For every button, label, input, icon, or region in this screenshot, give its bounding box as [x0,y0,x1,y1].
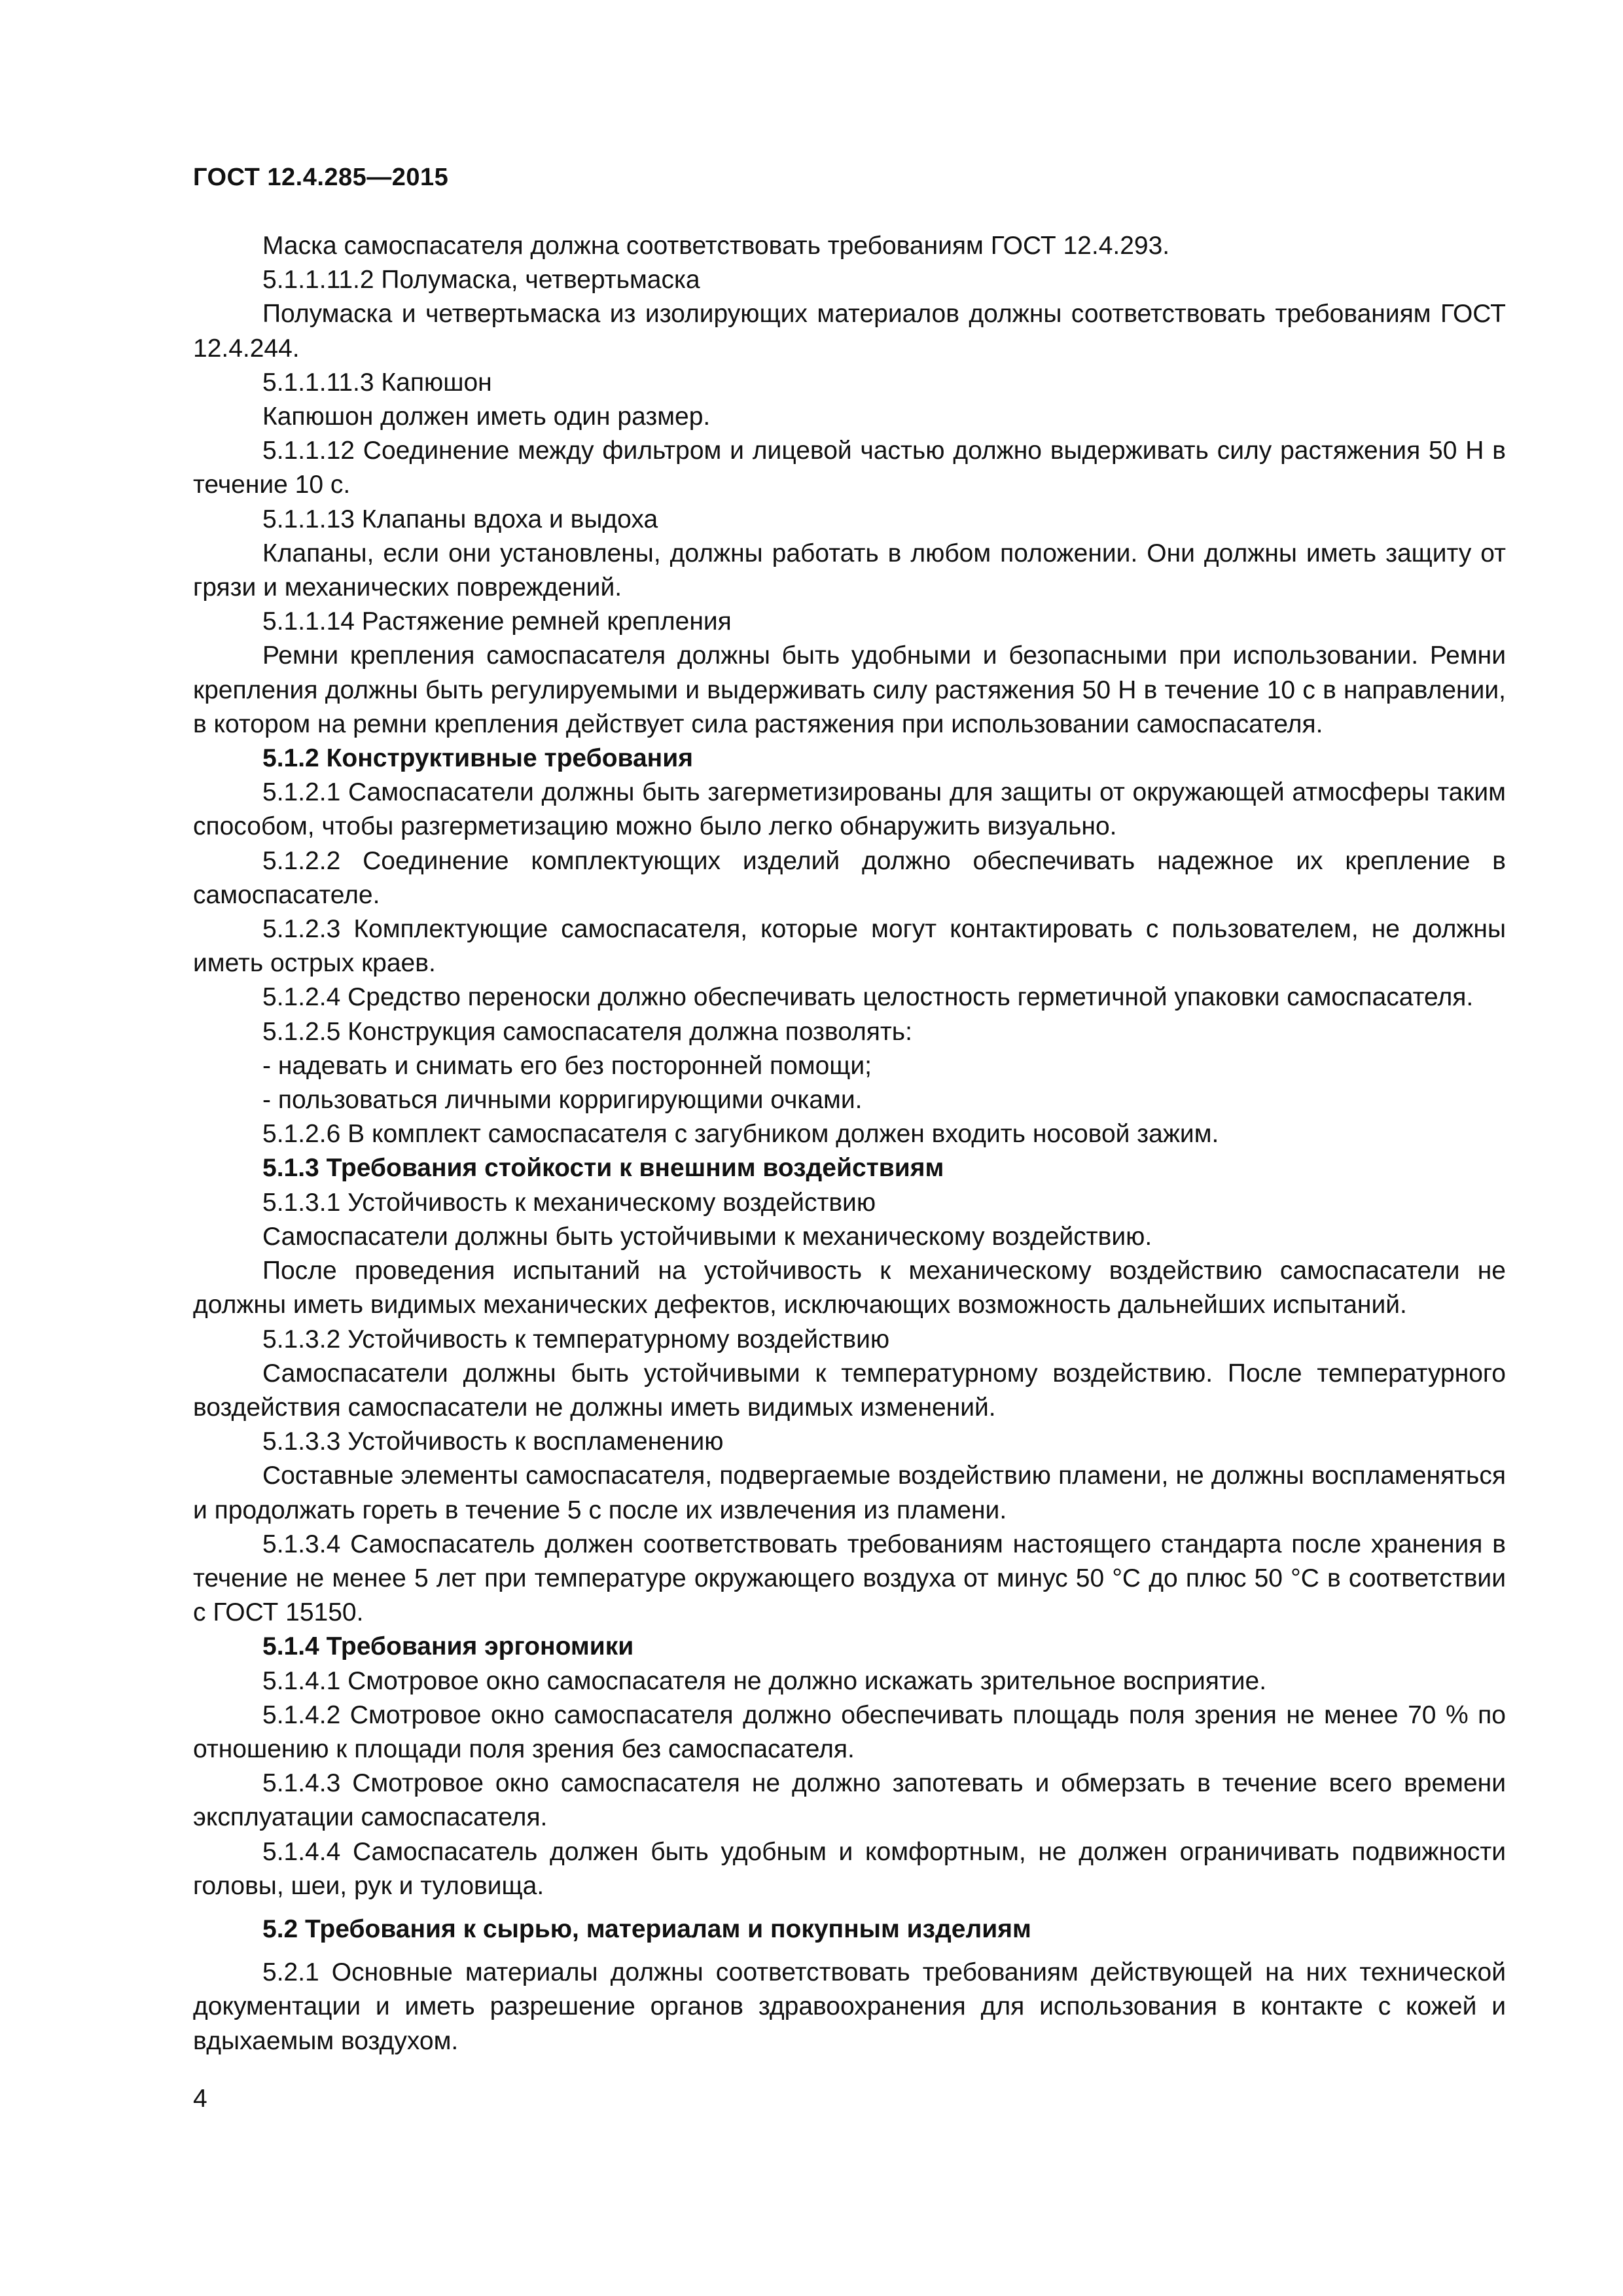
paragraph-flame-resistance: Составные элементы самоспасателя, подвергаемые воздействию пламени, не должны воспламеняться и продолжать гореть в течение 5 с после их извлечения из пламени. [193,1462,1506,1524]
paragraph-temperature-resistance: Самоспасатели должны быть устойчивыми к температурному воздействию. После температурного воздействия самоспасатели не должны иметь видимых изменений. [193,1359,1506,1422]
clause-5-1-4-2: 5.1.4.2 Смотровое окно самоспасателя должно обеспечивать площадь поля зрения не менее 70 % по отношению к площади поля зрения без самоспасателя. [193,1700,1506,1763]
paragraph-hood-size: Капюшон должен иметь один размер. [262,403,711,431]
clause-5-1-2-6: 5.1.2.6 В комплект самоспасателя с загубником должен входить носовой зажим. [262,1120,1219,1149]
paragraph-straps: Ремни крепления самоспасателя должны быть удобными и безопасными при использовании. Ремни крепления должны быть регулируемыми и выдерживать силу растяжения 50 Н в течение 10 с в направлении, в котором на ремни крепления действует сила растяжения при использовании самоспасателя. [193,641,1506,738]
section-5-2-heading: 5.2 Требования к сырью, материалам и покупным изделиям [262,1914,1031,1943]
paragraph-mask-requirement: Маска самоспасателя должна соответствовать требованиям ГОСТ 12.4.293. [262,232,1170,260]
paragraph-mechanical-tests: После проведения испытаний на устойчивость к механическому воздействию самоспасатели не должны иметь видимых механических дефектов, исключающих возможность дальнейших испытаний. [193,1257,1506,1319]
page-number: 4 [193,2085,207,2113]
section-5-1-2-heading: 5.1.2 Конструктивные требования [262,744,693,773]
clause-5-1-1-13-title: 5.1.1.13 Клапаны вдоха и выдоха [262,505,658,533]
clause-5-1-4-3: 5.1.4.3 Смотровое окно самоспасателя не должно запотевать и обмерзать в течение всего времени эксплуатации самоспасателя. [193,1769,1506,1832]
paragraph-half-mask: Полумаска и четвертьмаска из изолирующих материалов должны соответствовать требованиям ГОСТ 12.4.244. [193,300,1506,363]
paragraph-valves: Клапаны, если они установлены, должны работать в любом положении. Они должны иметь защиту от грязи и механических повреждений. [193,539,1506,602]
clause-5-1-4-1: 5.1.4.1 Смотровое окно самоспасателя не должно искажать зрительное восприятие. [262,1666,1267,1695]
clause-5-1-1-14-title: 5.1.1.14 Растяжение ремней крепления [262,607,732,636]
paragraph-mechanical-resistance: Самоспасатели должны быть устойчивыми к механическому воздействию. [262,1222,1152,1251]
clause-5-1-1-11-3-title: 5.1.1.11.3 Капюшон [262,368,492,397]
section-5-1-4-heading: 5.1.4 Требования эргономики [262,1632,634,1661]
section-5-1-3-heading: 5.1.3 Требования стойкости к внешним воздействиям [262,1154,944,1183]
clause-5-2-1: 5.2.1 Основные материалы должны соответствовать требованиям действующей на них технической документации и иметь разрешение органов здравоохранения для использования в контакте с кожей и вдыхаемым воздухом. [193,1958,1506,2055]
clause-5-1-2-3: 5.1.2.3 Комплектующие самоспасателя, которые могут контактировать с пользователем, не должны иметь острых краев. [193,915,1506,978]
clause-5-1-2-4: 5.1.2.4 Средство переноски должно обеспечивать целостность герметичной упаковки самоспасателя. [262,983,1474,1012]
document-body [193,229,1506,2058]
document-code-header: ГОСТ 12.4.285—2015 [193,164,449,191]
list-item-glasses: - пользоваться личными корригирующими очками. [262,1086,863,1115]
clause-5-1-1-11-2-title: 5.1.1.11.2 Полумаска, четвертьмаска [262,266,700,295]
clause-5-1-2-2: 5.1.2.2 Соединение комплектующих изделий должно обеспечивать надежное их крепление в самоспасателе. [193,846,1506,909]
clause-5-1-3-3-title: 5.1.3.3 Устойчивость к воспламенению [262,1427,724,1456]
clause-5-1-3-2-title: 5.1.3.2 Устойчивость к температурному воздействию [262,1325,890,1354]
clause-5-1-1-12: 5.1.1.12 Соединение между фильтром и лицевой частью должно выдерживать силу растяжения 50 Н в течение 10 с. [193,437,1506,499]
clause-5-1-3-4: 5.1.3.4 Самоспасатель должен соответствовать требованиям настоящего стандарта после хранения в течение не менее 5 лет при температуре окружающего воздуха от минус 50 °С до плюс 50 °С в соответствии с ГОСТ 15150. [193,1530,1506,1627]
clause-5-1-4-4: 5.1.4.4 Самоспасатель должен быть удобным и комфортным, не должен ограничивать подвижности головы, шеи, рук и туловища. [193,1837,1506,1900]
clause-5-1-2-5: 5.1.2.5 Конструкция самоспасателя должна позволять: [262,1017,912,1046]
clause-5-1-2-1: 5.1.2.1 Самоспасатели должны быть загерметизированы для защиты от окружающей атмосферы таким способом, чтобы разгерметизацию можно было легко обнаружить визуально. [193,778,1506,841]
clause-5-1-3-1-title: 5.1.3.1 Устойчивость к механическому воздействию [262,1188,876,1217]
list-item-don-doff: - надевать и снимать его без посторонней помощи; [262,1051,872,1080]
